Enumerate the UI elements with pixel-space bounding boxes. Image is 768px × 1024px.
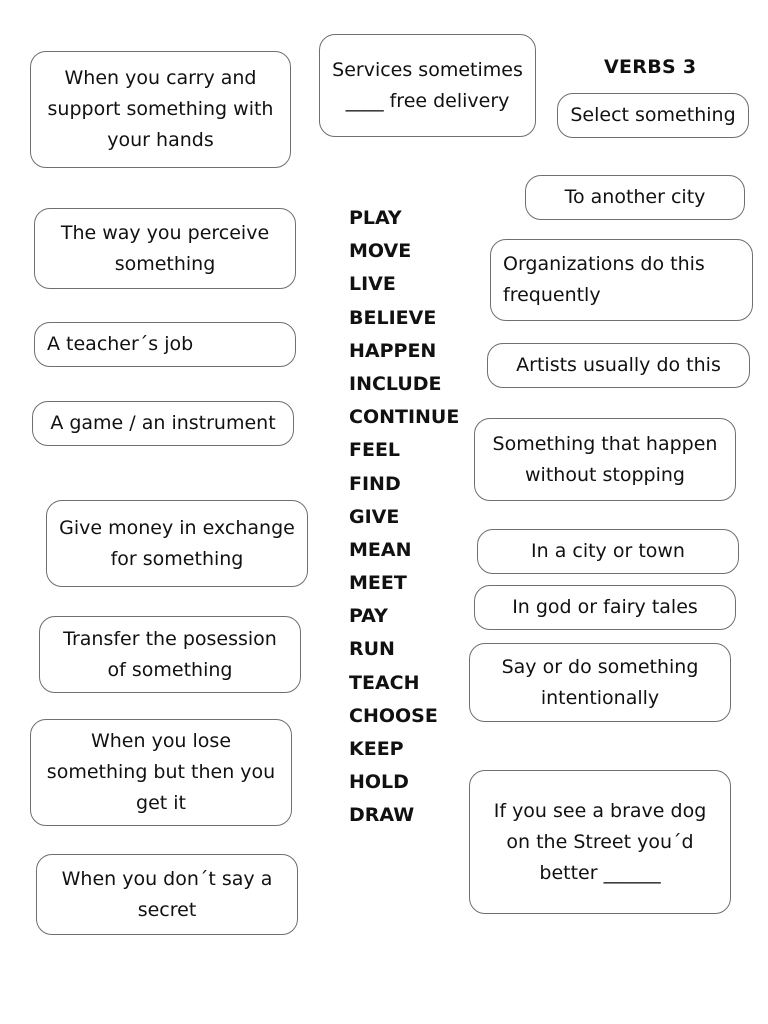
clue-card-left-8 [36,854,298,935]
verb-item: CONTINUE [349,406,460,429]
clue-text: If you see a brave dog on the Street you´d better ______ [493,799,707,884]
clue-card-right-5 [474,418,736,501]
clue-card-right-1 [557,93,749,138]
verb-list [349,202,459,833]
verb-item: RUN [349,638,395,661]
clue-card-right-9 [469,770,731,914]
clue-text: Say or do something intentionally [501,655,699,709]
clue-card-right-4 [487,343,750,388]
verb-item: TEACH [349,671,420,694]
verb-item: KEEP [349,738,404,760]
clue-text: The way you perceive something [60,221,270,275]
clue-card-left-1 [30,51,291,168]
verb-item: DRAW [349,804,415,827]
verb-item: HAPPEN [349,339,437,362]
clue-card-left-4 [32,401,294,446]
verb-item: PAY [349,605,388,628]
clue-text: When you lose something but then you get it [46,730,276,814]
clue-card-right-3 [490,239,753,321]
clue-text: Something that happen without stopping [492,432,718,486]
clue-text: When you carry and support something with your hands [47,67,274,151]
verb-item: BELIEVE [349,306,437,329]
verb-item: FIND [349,472,401,495]
verb-item: HOLD [349,771,409,794]
verb-item: FEEL [349,439,401,462]
clue-text: In a city or town [531,540,685,562]
clue-text: Services sometimes ____ free delivery [332,58,523,112]
clue-card-left-5 [46,500,308,587]
clue-text: Give money in exchange for something [59,516,295,570]
clue-card-left-3 [34,322,296,367]
page-title: VERBS 3 [604,56,697,78]
clue-card-left-2 [34,208,296,289]
clue-text: When you don´t say a secret [61,867,273,921]
verb-item: CHOOSE [349,704,438,727]
clue-card-right-2 [525,175,745,220]
clue-card-right-8 [469,643,731,722]
verb-item: INCLUDE [349,372,442,395]
clue-text: Organizations do this frequently [503,253,705,306]
clue-card-right-7 [474,585,736,630]
verb-item: MOVE [349,240,412,263]
clue-text: Select something [570,104,736,126]
clue-card-left-6 [39,616,301,693]
clue-card-right-6 [477,529,739,574]
clue-text: To another city [564,186,706,208]
clue-text: Transfer the posession of something [63,627,277,681]
clue-card-left-7 [30,719,292,826]
verb-item: PLAY [349,207,402,229]
verb-item: LIVE [349,273,396,296]
clue-text: In god or fairy tales [512,596,698,618]
clue-text: A game / an instrument [50,412,276,434]
verb-item: GIVE [349,505,400,528]
clue-card-services [319,34,536,137]
verb-item: MEAN [349,538,412,561]
clue-text: A teacher´s job [47,333,194,355]
verb-item: MEET [349,572,407,595]
clue-text: Artists usually do this [516,354,721,376]
